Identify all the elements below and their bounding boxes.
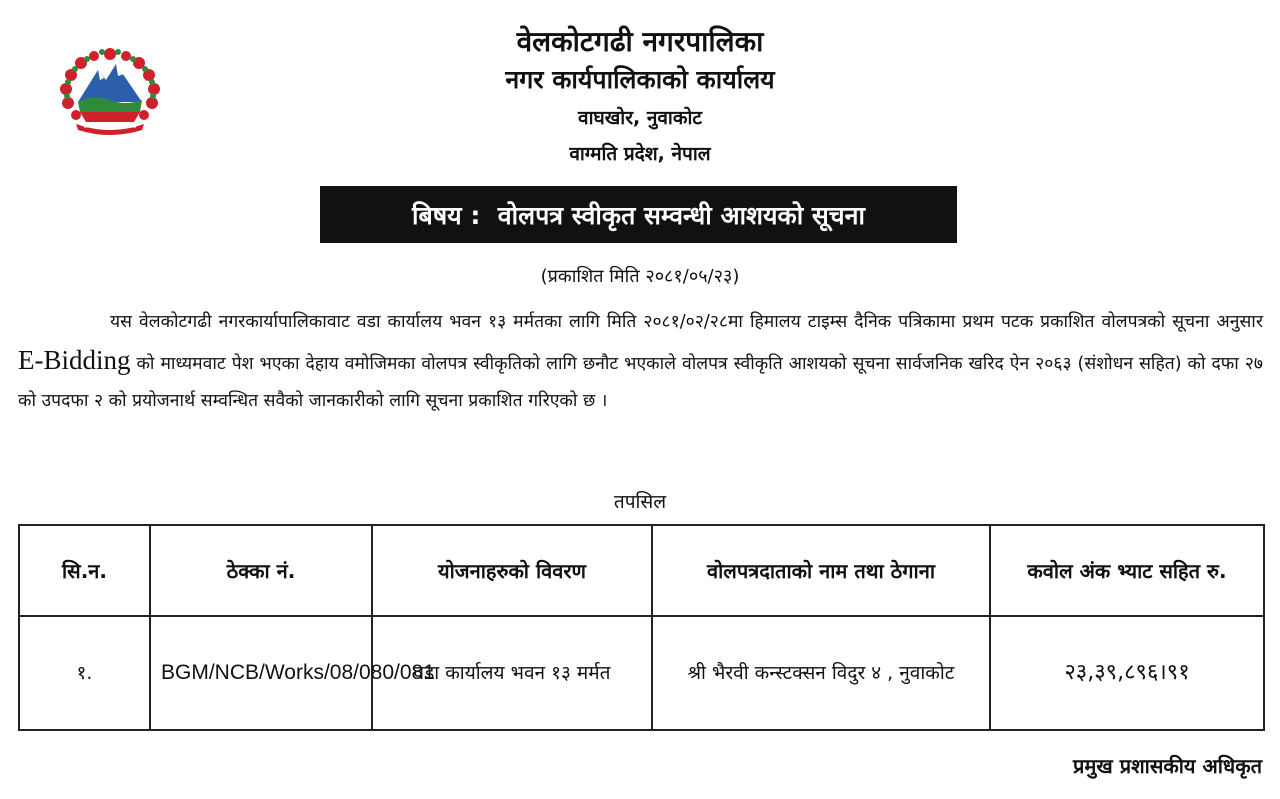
notice-body-part1: यस वेलकोटगढी नगरकार्यापालिकावाट वडा कार्यालय भवन १३ मर्मतका लागि मिति २०८१/०२/२८मा हिमालय टाइम्स दैनिक पत्रिकामा प्रथम पटक प्रकाशित वोलपत्रको सूचना अनुसार bbox=[110, 312, 1263, 332]
notice-body-part2: को माध्यमवाट पेश भएका देहाय वमोजिमका वोलपत्र स्वीकृतिको लागि छनौट भएकाले वोलपत्र स्वीकृति आशयको सूचना सार्वजनिक खरिद ऐन २०६३ (संशोधन सहित) को दफा २७ को उपदफा २ को प्रयोजनार्थ सम्वन्धित सवैको जानकारीको लागि सूचना प्रकाशित गरिएको छ । bbox=[18, 353, 1263, 411]
subject-text: बिषय : वोलपत्र स्वीकृत सम्वन्धी आशयको सूचना bbox=[411, 200, 866, 230]
cell-serial: १. bbox=[19, 616, 150, 730]
header-amount: कवोल अंक भ्याट सहित रु. bbox=[990, 525, 1264, 616]
bid-table bbox=[18, 524, 1265, 731]
publish-date: (प्रकाशित मिति २०८१/०५/२३) bbox=[540, 266, 740, 287]
office-name: नगर कार्यपालिकाको कार्यालय bbox=[505, 65, 775, 94]
header-description: योजनाहरुको विवरण bbox=[372, 525, 652, 616]
table-header-row bbox=[19, 525, 1264, 616]
province-country: वाग्मति प्रदेश, नेपाल bbox=[569, 143, 711, 165]
header-bidder: वोलपत्रदाताको नाम तथा ठेगाना bbox=[652, 525, 990, 616]
cell-amount: २३,३९,८९६।९१ bbox=[990, 616, 1264, 730]
table-row bbox=[19, 616, 1264, 730]
header-contract-no: ठेक्का नं. bbox=[150, 525, 372, 616]
signatory-title: प्रमुख प्रशासकीय अधिकृत bbox=[1073, 754, 1262, 778]
notice-body bbox=[18, 304, 1263, 421]
notice-body-ebidding: E-Bidding bbox=[18, 344, 131, 375]
office-location: वाघखोर, नुवाकोट bbox=[578, 107, 702, 129]
cell-bidder: श्री भैरवी कन्स्टक्सन विदुर ४ , नुवाकोट bbox=[652, 616, 990, 730]
cell-contract-no: BGM/NCB/Works/08/080/081 bbox=[150, 616, 372, 730]
header-serial: सि.न. bbox=[19, 525, 150, 616]
municipality-name: वेलकोटगढी नगरपालिका bbox=[516, 25, 764, 58]
subject-banner bbox=[320, 186, 957, 243]
table-title: तपसिल bbox=[613, 491, 667, 513]
cell-description: वडा कार्यालय भवन १३ मर्मत bbox=[372, 616, 652, 730]
